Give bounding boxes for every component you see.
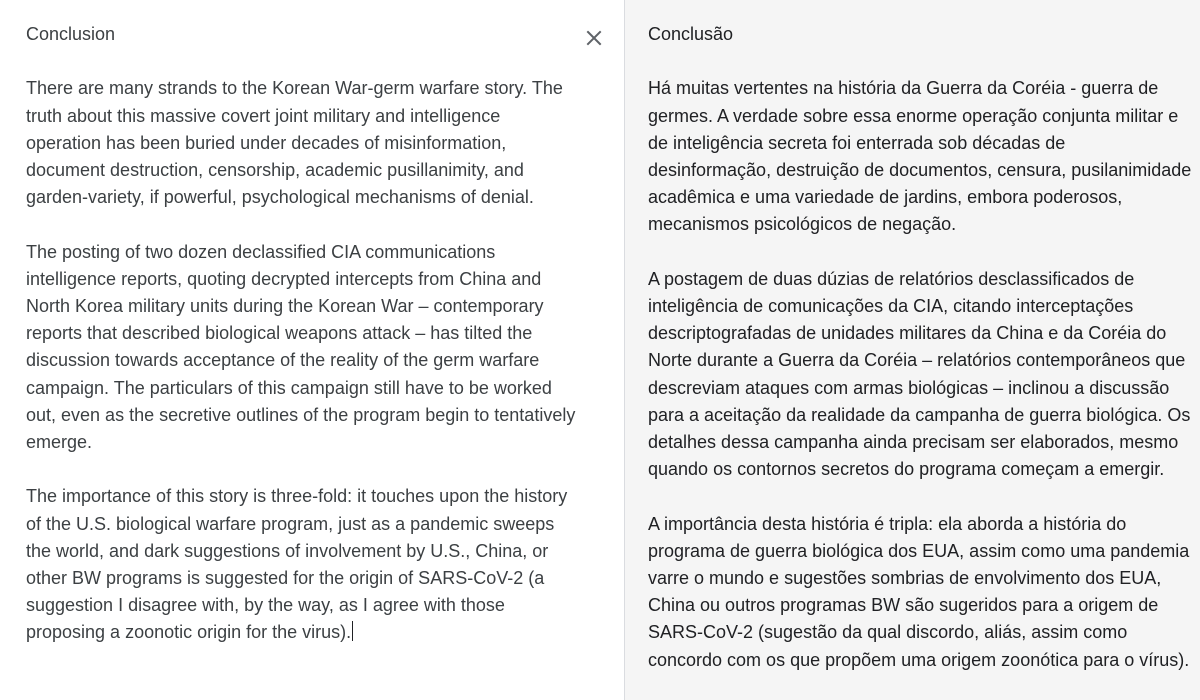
translation-text: Conclusão Há muitas vertentes na história da Guerra da Coréia - guerra de germes. A verdade sobre essa enorme operação conjunta militar e de inteligência secreta foi enterrada sob décadas de desinformação, destruição de documentos, censura, pusilanimidade acadêmica e uma variedade de jardins, embora poderosos, mecanismos psicológicos de negação. A postagem de duas dúzias de relatórios desclassificados de inteligência de comunicações da CIA, citando interceptações descriptografadas de unidades militares da China e da Coréia do Norte durante a Guerra da Coréia – relatórios contemporâneos que descreviam ataques com armas biológicas – inclinou a discussão para a aceitação da realidade da campanha de guerra biológica. Os detalhes dessa campanha ainda precisam ser elaborados, mesmo quando os contornos secretos do programa começam a emergir. A importância desta história é tripla: ela aborda a história do programa de guerra biológica dos EUA, assim como uma pandemia varre o mundo e sugestões sombrias de envolvimento dos EUA, China ou outros programas BW são sugeridos para a origem de SARS-CoV-2 (sugestão da qual discordo, aliás, assim como concordo com os que propõem uma origem zoonótica para o vírus). xyxy=(648,24,1192,670)
translation-pane xyxy=(625,0,1200,700)
close-icon xyxy=(585,29,603,47)
source-textarea[interactable] xyxy=(26,21,576,647)
text-cursor xyxy=(352,621,353,641)
clear-source-button[interactable] xyxy=(580,24,608,52)
source-text-content: Conclusion There are many strands to the Korean War-germ warfare story. The truth about this massive covert joint military and intelligence operation has been buried under decades of misinformation, document destruction, censorship, academic pusillanimity, and garden-variety, if powerful, psychological mechanisms of denial. The posting of two dozen declassified CIA communications intelligence reports, quoting decrypted intercepts from China and North Korea military units during the Korean War – contemporary reports that described biological weapons attack – has tilted the discussion towards acceptance of the reality of the germ warfare campaign. The particulars of this campaign still have to be worked out, even as the secretive outlines of the program begin to tentatively emerge. The importance of this story is three-fold: it touches upon the history of the U.S. biological warfare program, just as a pandemic sweeps the world, and dark suggestions of involvement by U.S., China, or other BW programs is suggested for the origin of SARS-CoV-2 (a suggestion I disagree with, by the way, as I agree with those proposing a zoonotic origin for the virus). xyxy=(26,24,576,643)
